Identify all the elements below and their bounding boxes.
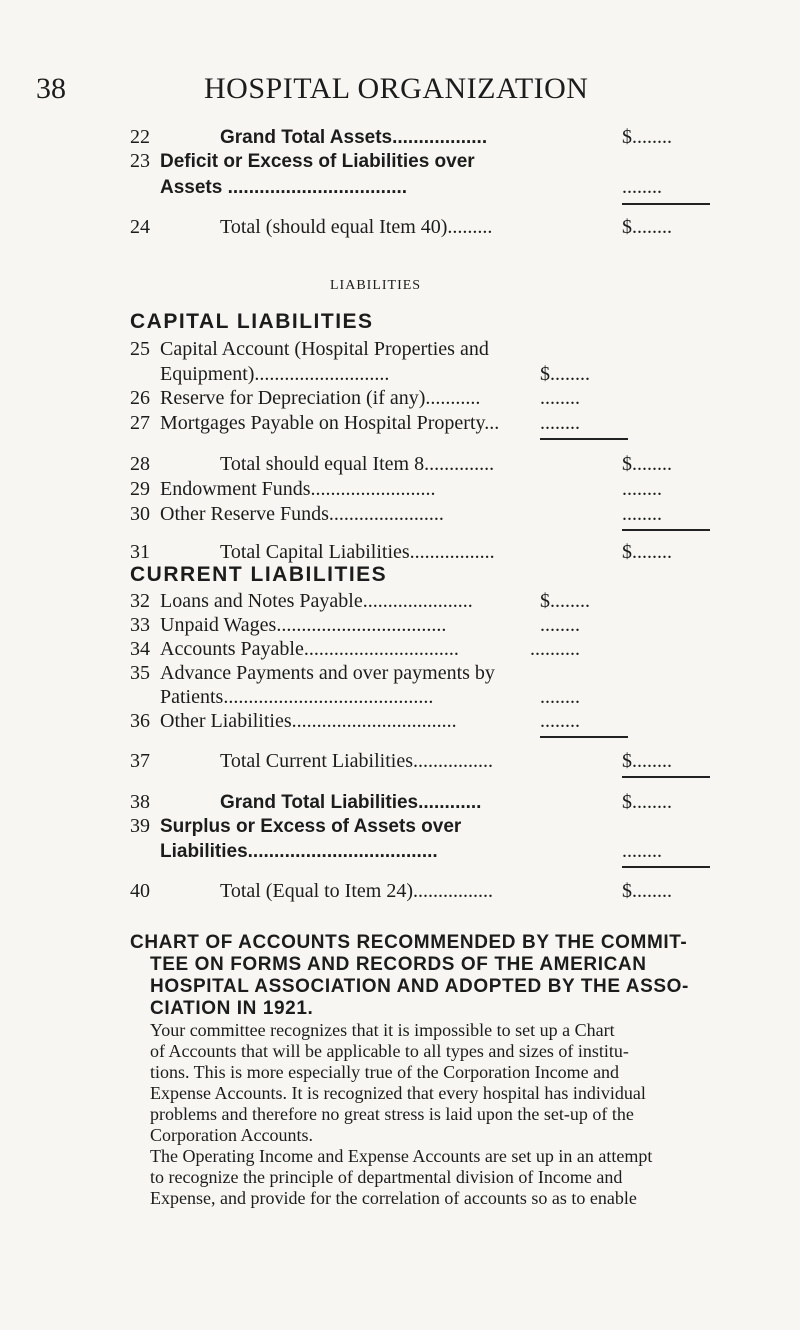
item-number: 32: [130, 590, 150, 612]
item-36: [130, 710, 457, 733]
item-22-amount: $........: [622, 126, 672, 148]
subtotal-rule: [540, 438, 628, 440]
item-number: 36: [130, 710, 150, 732]
item-25: [130, 338, 489, 361]
item-label: Deficit or Excess of Liabilities over: [160, 151, 475, 172]
item-label: Patients..........................................: [160, 686, 434, 708]
item-38: [130, 791, 481, 814]
item-23-cont: [160, 176, 407, 199]
item-23-amount: ........: [622, 176, 662, 198]
item-number: 34: [130, 638, 150, 660]
capital-liabilities-heading: CAPITAL LIABILITIES: [130, 310, 374, 333]
item-28-amount: $........: [622, 453, 672, 475]
paragraph-line: tions. This is more especially true of the Corporation Income and: [150, 1062, 620, 1082]
running-title: HOSPITAL ORGANIZATION: [204, 72, 589, 105]
item-number: 33: [130, 614, 150, 636]
title-line: CIATION IN 1921.: [150, 998, 314, 1019]
item-35: [130, 662, 495, 685]
item-32: [130, 590, 473, 613]
item-number: 31: [130, 541, 150, 563]
item-label: Total (should equal Item 40).........: [220, 216, 493, 238]
item-23: [130, 150, 475, 173]
item-label: Loans and Notes Payable......................: [160, 590, 473, 612]
item-35-amount: ........: [540, 686, 580, 708]
item-label: Reserve for Depreciation (if any)...........: [160, 387, 481, 409]
total-rule: [622, 776, 710, 778]
item-34-amount: ..........: [530, 638, 580, 660]
item-27-amount: ........: [540, 412, 580, 434]
item-39-amount: ........: [622, 840, 662, 862]
paragraph-line: Expense Accounts. It is recognized that every hospital has individual: [150, 1083, 646, 1103]
paragraph-2: [150, 1146, 740, 1209]
item-29-amount: ........: [622, 478, 662, 500]
item-26: [130, 387, 480, 410]
total-rule: [622, 529, 710, 531]
paragraph-line: The Operating Income and Expense Accounts are set up in an attempt: [150, 1146, 653, 1166]
item-label: Liabilities....................................: [160, 841, 438, 862]
item-40: [130, 880, 493, 903]
item-label: Endowment Funds.........................: [160, 478, 436, 500]
item-number: 25: [130, 338, 150, 360]
item-30-amount: ........: [622, 503, 662, 525]
item-label: Assets ..................................: [160, 177, 408, 198]
paragraph-line: Expense, and provide for the correlation of accounts so as to enable: [150, 1188, 637, 1208]
title-line: TEE ON FORMS AND RECORDS OF THE AMERICAN: [150, 954, 647, 975]
paragraph-1: [150, 1020, 740, 1146]
item-number: 22: [130, 126, 150, 148]
item-label: Total (Equal to Item 24)................: [220, 880, 493, 902]
item-number: 23: [130, 150, 150, 172]
item-32-amount: $........: [540, 590, 590, 612]
current-liabilities-heading: CURRENT LIABILITIES: [130, 563, 388, 586]
item-37-amount: $........: [622, 750, 672, 772]
item-label: Grand Total Assets..................: [220, 127, 488, 148]
item-25-amount: $........: [540, 363, 590, 385]
item-31-amount: $........: [622, 541, 672, 563]
item-label: Total Current Liabilities................: [220, 750, 493, 772]
paragraph-line: of Accounts that will be applicable to all types and sizes of institu-: [150, 1041, 629, 1061]
title-line: HOSPITAL ASSOCIATION AND ADOPTED BY THE ASSO-: [150, 976, 689, 997]
total-rule: [622, 203, 710, 205]
item-number: 39: [130, 815, 150, 837]
item-label: Other Liabilities.................................: [160, 710, 457, 732]
item-27: [130, 412, 499, 435]
paragraph-line: to recognize the principle of departmental division of Income and: [150, 1167, 623, 1187]
item-29: [130, 478, 436, 501]
item-39-cont: [160, 840, 438, 863]
paragraph-line: problems and therefore no great stress is laid upon the set-up of the: [150, 1104, 634, 1124]
item-number: 40: [130, 880, 150, 902]
item-number: 30: [130, 503, 150, 525]
item-label: Unpaid Wages..................................: [160, 614, 447, 636]
item-39: [130, 815, 461, 838]
subtotal-rule: [540, 736, 628, 738]
item-label: Grand Total Liabilities............: [220, 792, 482, 813]
item-label: Surplus or Excess of Assets over: [160, 816, 462, 837]
item-30: [130, 503, 444, 526]
item-26-amount: ........: [540, 387, 580, 409]
item-35-cont: [160, 686, 433, 709]
paragraph-line: Corporation Accounts.: [150, 1125, 313, 1145]
item-number: 28: [130, 453, 150, 475]
item-28: [130, 453, 494, 476]
chart-of-accounts-title: [130, 932, 740, 1020]
item-33: [130, 614, 446, 637]
item-label: Capital Account (Hospital Properties and: [160, 338, 489, 360]
item-number: 29: [130, 478, 150, 500]
item-label: Total Capital Liabilities.................: [220, 541, 495, 563]
item-36-amount: ........: [540, 710, 580, 732]
paragraph-line: Your committee recognizes that it is impossible to set up a Chart: [150, 1020, 615, 1040]
item-38-amount: $........: [622, 791, 672, 813]
item-33-amount: ........: [540, 614, 580, 636]
item-number: 24: [130, 216, 150, 238]
item-24-amount: $........: [622, 216, 672, 238]
item-37: [130, 750, 493, 773]
item-label: Accounts Payable...............................: [160, 638, 459, 660]
item-number: 37: [130, 750, 150, 772]
item-number: 38: [130, 791, 150, 813]
item-34: [130, 638, 459, 661]
total-rule: [622, 866, 710, 868]
title-line: CHART OF ACCOUNTS RECOMMENDED BY THE COMMIT-: [130, 932, 688, 953]
page-number: 38: [36, 72, 66, 105]
item-label: Equipment)...........................: [160, 363, 390, 385]
item-number: 35: [130, 662, 150, 684]
item-31: [130, 541, 495, 564]
page-header: [36, 72, 776, 112]
item-label: Mortgages Payable on Hospital Property...: [160, 412, 500, 434]
liabilities-heading: LIABILITIES: [330, 278, 422, 293]
item-40-amount: $........: [622, 880, 672, 902]
item-label: Total should equal Item 8..............: [220, 453, 495, 475]
item-number: 27: [130, 412, 150, 434]
item-24: [130, 216, 492, 239]
item-label: Other Reserve Funds.......................: [160, 503, 444, 525]
item-25-cont: [160, 363, 389, 386]
item-22: [130, 126, 487, 149]
item-number: 26: [130, 387, 150, 409]
item-label: Advance Payments and over payments by: [160, 662, 495, 684]
